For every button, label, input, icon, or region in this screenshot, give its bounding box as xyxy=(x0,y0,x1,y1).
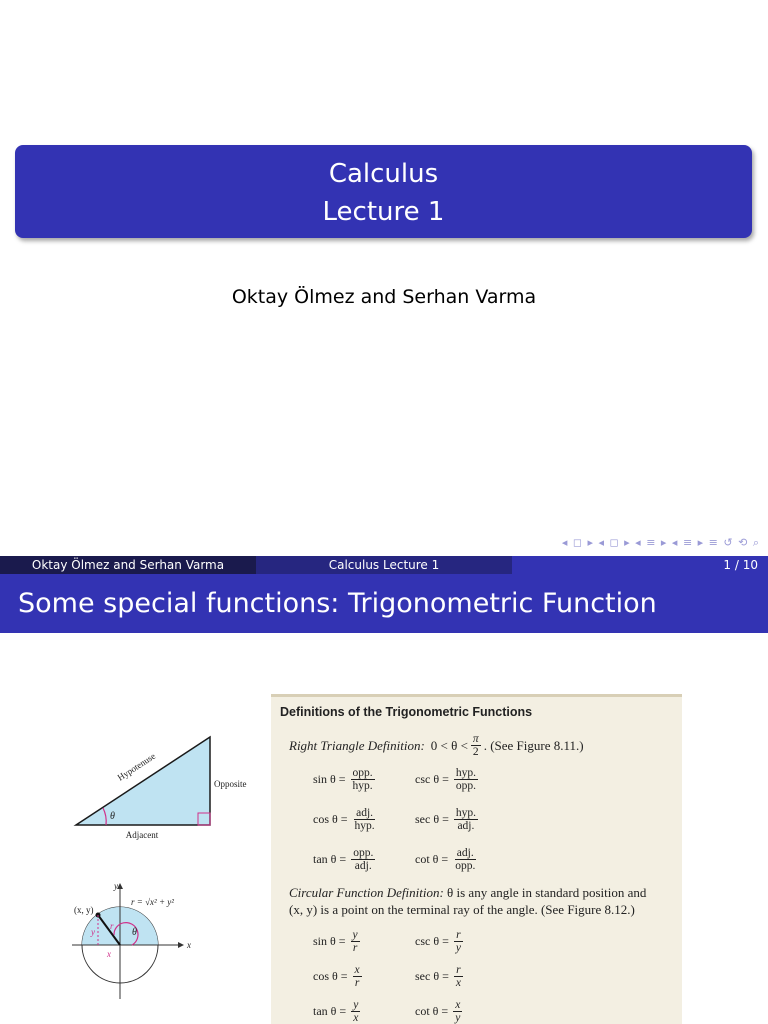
cf-tan-frac xyxy=(351,999,360,1024)
title-box xyxy=(15,145,752,238)
cf-sec-den: x xyxy=(455,977,461,989)
slide-footer xyxy=(0,556,768,574)
page-number: 1 / 10 xyxy=(723,558,758,572)
cf-sec-num: r xyxy=(456,964,461,976)
cf-cos-name: cos θ = xyxy=(313,969,348,983)
circular-text1: θ is any angle in standard position and xyxy=(443,885,647,900)
cf-sin-name: sin θ = xyxy=(313,934,346,948)
cf-cot-frac xyxy=(453,999,462,1024)
rt-cot-frac xyxy=(453,847,477,872)
beamer-navigation-icons[interactable]: ◂ ◻ ▸ ◂ ◻ ▸ ◂ ≡ ▸ ◂ ≡ ▸ ≡ ↺ ⟲ ⌕ xyxy=(561,536,760,549)
cf-csc-name: csc θ = xyxy=(415,934,449,948)
two-denominator: 2 xyxy=(472,746,479,758)
rt-sec-name: sec θ = xyxy=(415,812,449,826)
circular-label: Circular Function Definition: xyxy=(289,885,444,900)
cf-tan-eq xyxy=(313,999,363,1024)
frame-title: Some special functions: Trigonometric Function xyxy=(0,574,768,633)
definitions-box xyxy=(271,694,682,1024)
rt-cos-name: cos θ = xyxy=(313,812,348,826)
cf-sec-frac xyxy=(454,964,463,989)
r-label: r xyxy=(110,921,114,931)
rt-tan-den: adj. xyxy=(354,860,372,872)
pi-over-two xyxy=(471,733,481,758)
slide-title: Calculus xyxy=(328,159,439,189)
authors: Oktay Ölmez and Serhan Varma xyxy=(231,286,537,308)
hypotenuse-label: Hypotenuse xyxy=(115,750,158,783)
footer-authors: Oktay Ölmez and Serhan Varma xyxy=(0,556,256,574)
rt-csc-den: opp. xyxy=(455,780,476,792)
content-slide xyxy=(0,574,768,1024)
rt-cos-frac xyxy=(353,807,377,832)
rt-cos-eq xyxy=(313,807,380,832)
adjacent-label: Adjacent xyxy=(125,830,159,840)
rt-cot-name: cot θ = xyxy=(415,852,449,866)
rt-tan-name: tan θ = xyxy=(313,852,347,866)
slide-subtitle: Lecture 1 xyxy=(322,197,445,227)
definitions-title: Definitions of the Trigonometric Functions xyxy=(280,705,533,719)
cf-sin-eq xyxy=(313,929,363,954)
cf-cot-num: x xyxy=(455,999,461,1011)
triangle-theta: θ xyxy=(110,811,115,822)
cf-sin-frac xyxy=(351,929,360,954)
point-label: (x, y) xyxy=(74,905,94,915)
rt-sec-den: adj. xyxy=(457,820,475,832)
right-triangle-definition xyxy=(289,733,584,758)
cf-csc-num: r xyxy=(456,929,461,941)
rt-tan-num: opp. xyxy=(353,847,374,859)
rt-sin-den: hyp. xyxy=(352,780,373,792)
cf-sec-eq xyxy=(415,964,466,989)
radius-formula: r = √x² + y² xyxy=(131,897,174,907)
pi-numerator: π xyxy=(472,733,479,745)
rt-sec-frac xyxy=(454,807,478,832)
rt-cot-eq xyxy=(415,847,480,872)
cf-sin-num: y xyxy=(352,929,358,941)
circular-definition-line1 xyxy=(289,885,646,901)
rt-csc-eq xyxy=(415,767,481,792)
footer-title: Calculus Lecture 1 xyxy=(256,556,512,574)
y-label: y xyxy=(91,927,95,937)
right-triangle-ref: . (See Figure 8.11.) xyxy=(483,737,584,753)
footer-page-number xyxy=(512,556,768,574)
rt-sec-num: hyp. xyxy=(455,807,476,819)
rt-csc-frac xyxy=(454,767,478,792)
x-axis-label: x xyxy=(187,940,191,950)
x-axis-arrow xyxy=(178,942,184,948)
rt-sin-name: sin θ = xyxy=(313,772,346,786)
cf-sec-name: sec θ = xyxy=(415,969,449,983)
cf-cos-num: x xyxy=(354,964,360,976)
triangle-shape xyxy=(76,737,210,825)
right-triangle-label: Right Triangle Definition: xyxy=(289,737,425,753)
y-axis-label: y xyxy=(114,881,118,891)
rt-sin-frac xyxy=(351,767,375,792)
rt-sec-eq xyxy=(415,807,481,832)
rt-tan-frac xyxy=(351,847,375,872)
right-triangle-range: 0 < θ < xyxy=(430,737,468,753)
cf-sin-den: r xyxy=(352,942,358,954)
rt-cot-num: adj. xyxy=(456,847,474,859)
rt-cos-den: hyp. xyxy=(354,820,375,832)
cf-tan-den: x xyxy=(353,1012,359,1024)
circle-theta: θ xyxy=(132,927,137,938)
rt-csc-num: hyp. xyxy=(455,767,476,779)
rt-csc-name: csc θ = xyxy=(415,772,449,786)
unit-circle-figure xyxy=(70,879,210,999)
cf-csc-den: y xyxy=(455,942,461,954)
rt-sin-num: opp. xyxy=(352,767,373,779)
cf-csc-eq xyxy=(415,929,466,954)
rt-tan-eq xyxy=(313,847,378,872)
cf-cot-eq xyxy=(415,999,465,1024)
circle-shaded-region-2 xyxy=(120,907,158,945)
circular-definition-line2: (x, y) is a point on the terminal ray of the angle. (See Figure 8.12.) xyxy=(289,902,635,917)
cf-cos-frac xyxy=(353,964,362,989)
cf-cot-den: y xyxy=(455,1012,461,1024)
cf-tan-num: y xyxy=(353,999,359,1011)
x-label: x xyxy=(107,949,111,959)
cf-csc-frac xyxy=(454,929,463,954)
cf-tan-name: tan θ = xyxy=(313,1004,347,1018)
opposite-label: Opposite xyxy=(214,779,247,789)
rt-cos-num: adj. xyxy=(356,807,374,819)
cf-cot-name: cot θ = xyxy=(415,1004,449,1018)
rt-sin-eq xyxy=(313,767,378,792)
cf-cos-eq xyxy=(313,964,365,989)
right-triangle-figure xyxy=(70,729,260,844)
cf-cos-den: r xyxy=(354,977,360,989)
rt-cot-den: opp. xyxy=(455,860,476,872)
